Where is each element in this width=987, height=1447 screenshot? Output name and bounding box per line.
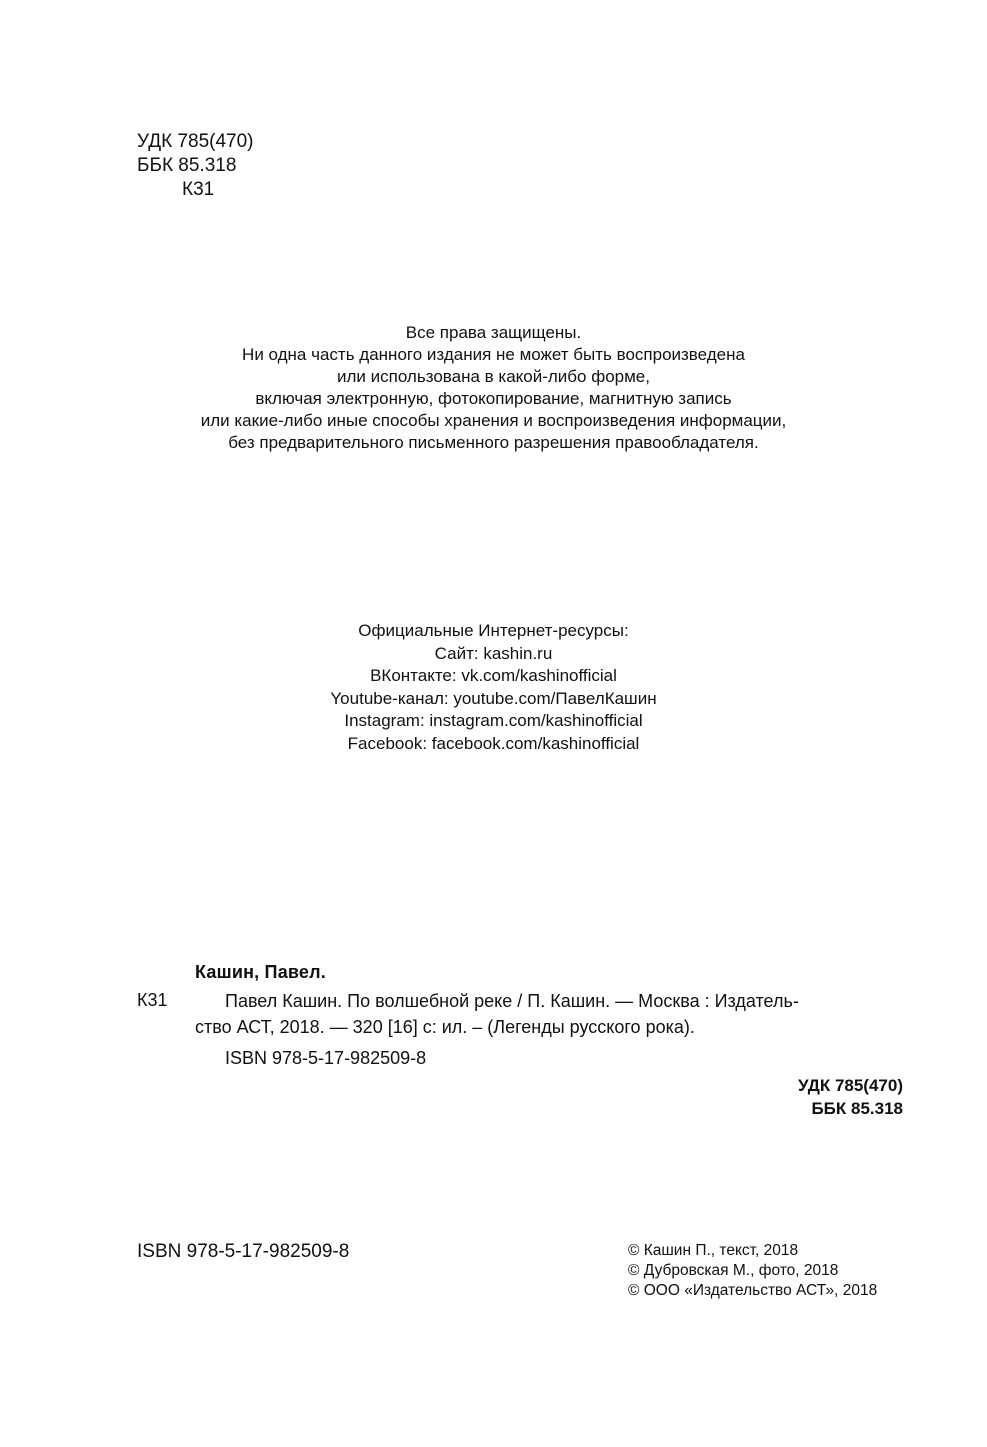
bib-line: Павел Кашин. По волшебной реке / П. Кашин. — Москва : Издатель-	[225, 991, 799, 1011]
bbk-code-right: ББК 85.318	[811, 1099, 903, 1118]
copyright-line: © Дубровская М., фото, 2018	[628, 1262, 839, 1279]
bbk-code: ББК 85.318	[137, 155, 237, 176]
instagram-link: Instagram: instagram.com/kashinofficial	[344, 711, 643, 730]
resources-heading: Официальные Интернет-ресурсы:	[358, 621, 629, 640]
rights-line: Ни одна часть данного издания не может быть воспроизведена	[242, 345, 745, 364]
vk-link: ВКонтакте: vk.com/kashinofficial	[370, 666, 617, 685]
udk-code: УДК 785(470)	[137, 131, 254, 152]
bib-line: ство АСТ, 2018. — 320 [16] с: ил. – (Легенды русского рока).	[195, 1017, 695, 1037]
facebook-link: Facebook: facebook.com/kashinofficial	[347, 733, 640, 753]
bib-isbn: ISBN 978-5-17-982509-8	[225, 1048, 427, 1068]
classification-codes	[137, 130, 254, 202]
rights-line: Все права защищены.	[405, 323, 582, 342]
copyright-line: © ООО «Издательство АСТ», 2018	[628, 1282, 878, 1299]
bib-author: Кашин, Павел.	[195, 962, 326, 982]
copyright-block	[628, 1241, 877, 1301]
rights-line: включая электронную, фотокопирование, магнитную запись	[255, 389, 732, 408]
rights-notice	[0, 322, 987, 454]
rights-line: без предварительного письменного разрешения правообладателя.	[228, 433, 759, 452]
bib-author-sign: К31	[137, 990, 168, 1010]
author-sign: К31	[182, 179, 215, 200]
rights-line: или какие-либо иные способы хранения и воспроизведения информации,	[200, 411, 787, 430]
classification-codes-right	[798, 1074, 903, 1120]
udk-code-right: УДК 785(470)	[798, 1076, 903, 1095]
copyright-line: © Кашин П., текст, 2018	[628, 1242, 799, 1259]
site-link: Сайт: kashin.ru	[434, 643, 553, 663]
youtube-link: Youtube-канал: youtube.com/ПавелКашин	[330, 688, 657, 708]
footer-isbn: ISBN 978-5-17-982509-8	[137, 1241, 350, 1262]
official-resources	[0, 620, 987, 755]
bib-description	[195, 988, 903, 1040]
rights-line: или использована в какой-либо форме,	[337, 367, 650, 386]
